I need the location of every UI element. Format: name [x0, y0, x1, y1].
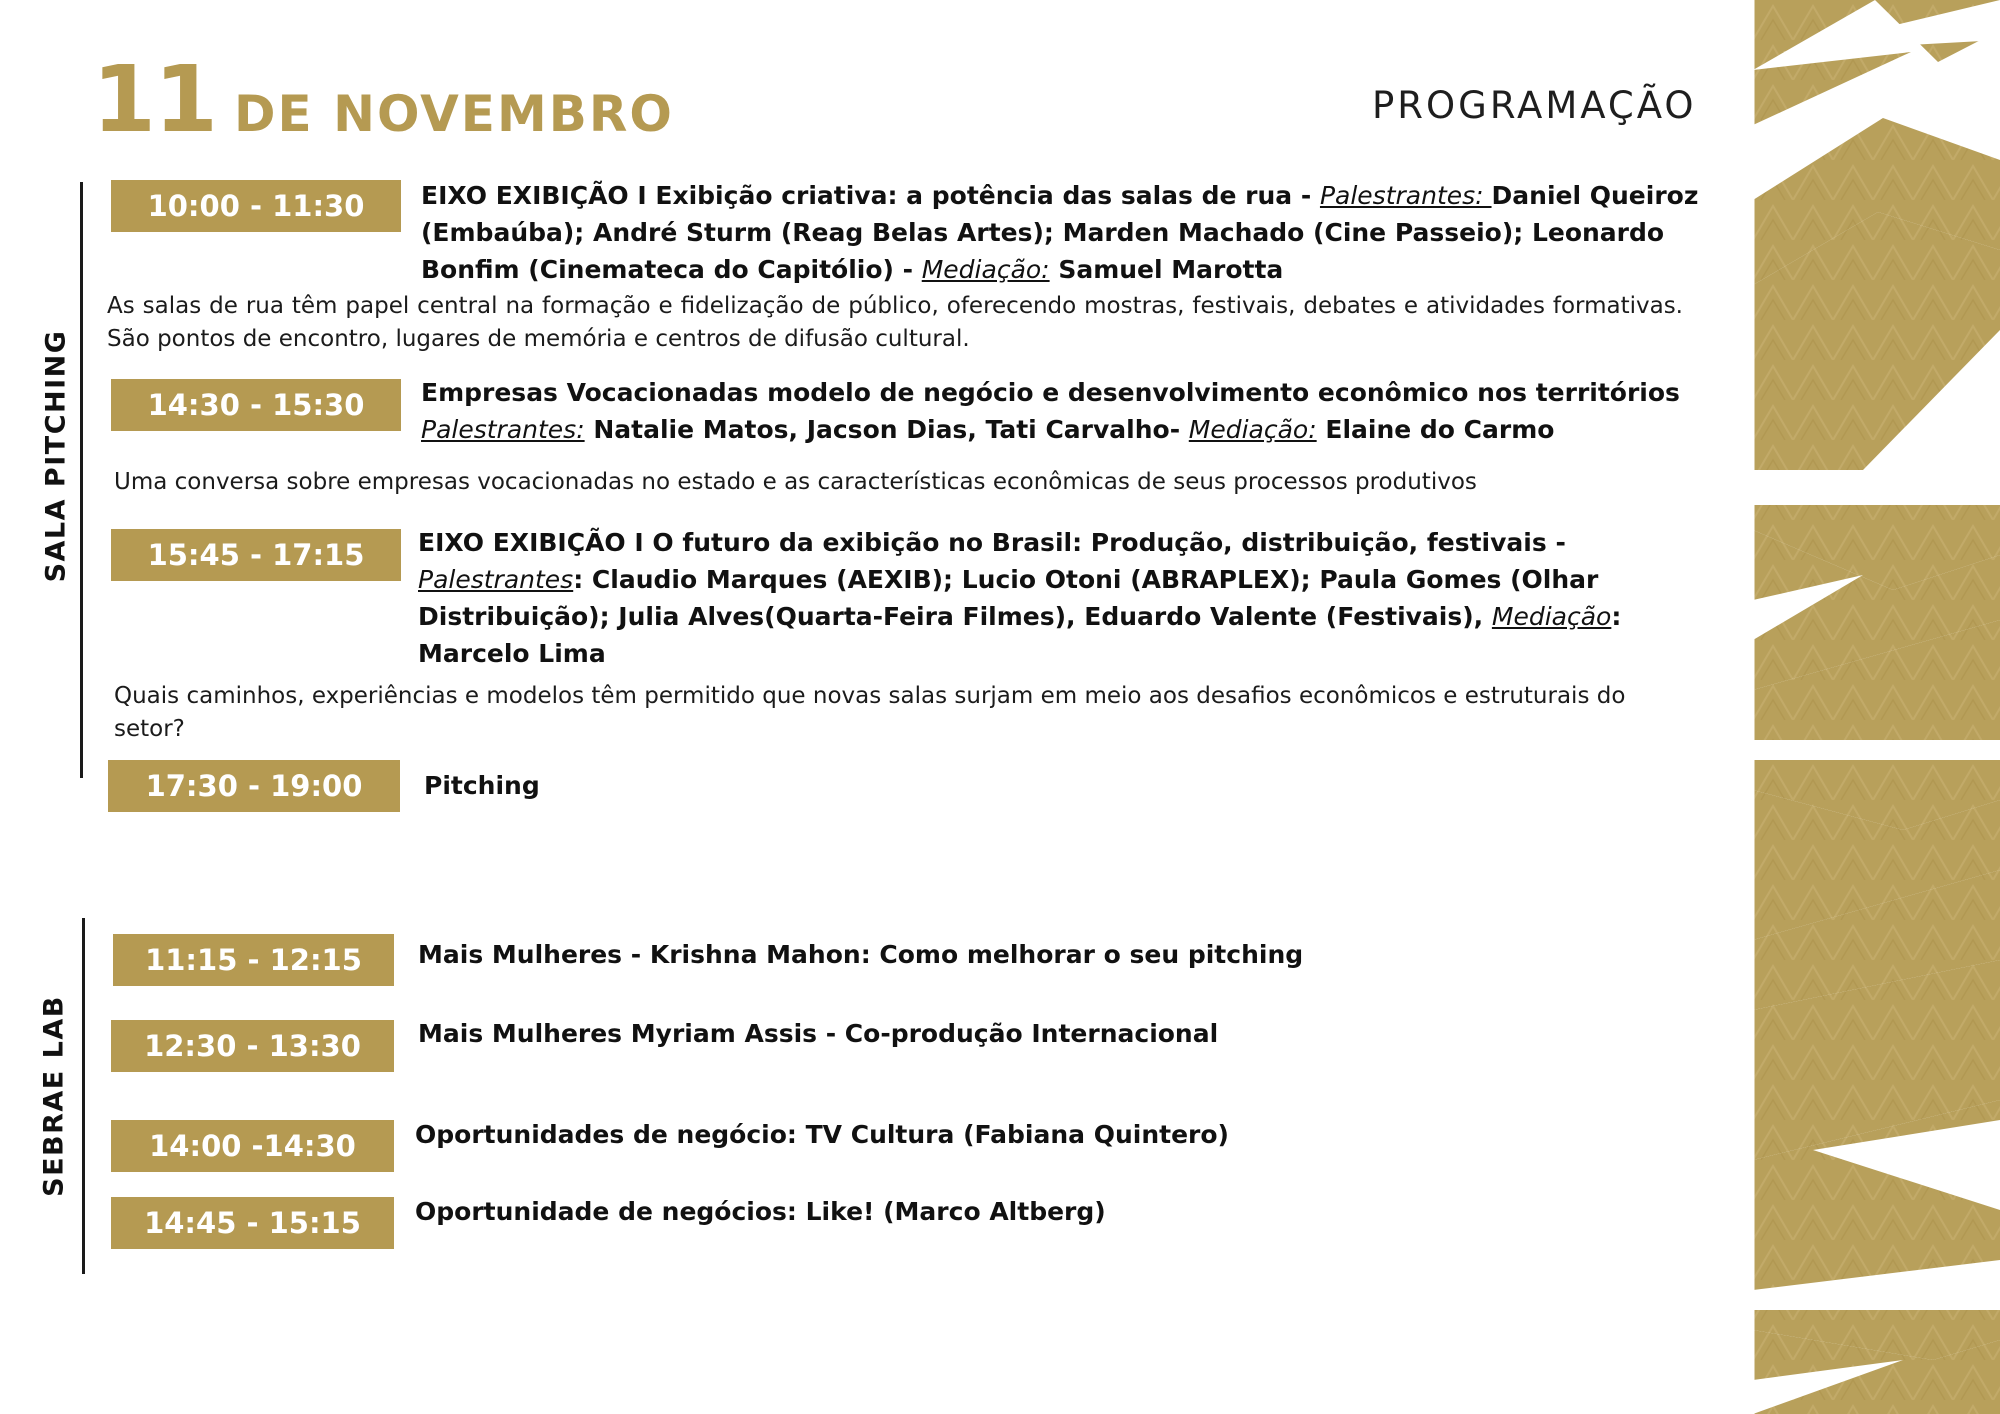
event-title — [424, 767, 1704, 804]
time-badge: 10:00 - 11:30 — [111, 180, 401, 232]
speaker-role-label: Palestrantes: — [421, 415, 585, 444]
speaker-role-label: Palestrantes — [418, 565, 574, 594]
event-title-line — [421, 177, 1701, 214]
event-description: As salas de rua têm papel central na formação e fidelização de público, oferecendo mostras, festivais, debates e atividades formativas. São pontos de encontro, lugares de memória e centros de difusão cultural. — [107, 293, 1683, 352]
event-title-line — [418, 1015, 1698, 1052]
event-title-text: Empresas Vocacionadas modelo de negócio e desenvolvimento econômico nos territórios — [421, 378, 1680, 407]
event-title-text: : Claudio Marques (AEXIB); Lucio Otoni (ABRAPLEX); Paula Gomes (Olhar — [573, 565, 1599, 594]
event-title-text: Samuel Marotta — [1049, 255, 1284, 284]
time-badge: 12:30 - 13:30 — [111, 1020, 394, 1072]
event-description: Uma conversa sobre empresas vocacionadas no estado e as características econômicas de seus processos produtivos — [114, 469, 1477, 495]
event-title-text: Mais Mulheres - Krishna Mahon: Como melhorar o seu pitching — [418, 940, 1304, 969]
event-title — [421, 177, 1701, 288]
event-title-text: EIXO EXIBIÇÃO I O futuro da exibição no Brasil: Produção, distribuição, festivais - — [418, 528, 1566, 557]
event-title-text: (Embaúba); André Sturm (Reag Belas Artes); Marden Machado (Cine Passeio); Leonardo — [421, 218, 1665, 247]
section-divider-sebrae — [82, 918, 85, 1274]
event-title-line — [415, 1193, 1695, 1230]
programacao-title: PROGRAMAÇÃO — [1372, 84, 1697, 127]
event-title-line — [421, 251, 1701, 288]
event-title-text: Mais Mulheres Myriam Assis - Co-produção Internacional — [418, 1019, 1219, 1048]
section-divider-pitching — [80, 182, 83, 778]
time-badge: 11:15 - 12:15 — [113, 934, 394, 986]
event-title-text: Oportunidade de negócios: Like! (Marco Altberg) — [415, 1197, 1106, 1226]
time-badge: 14:30 - 15:30 — [111, 379, 401, 431]
event-title-text: Daniel Queiroz — [1491, 181, 1699, 210]
event-title-line — [424, 767, 1704, 804]
event-title-line — [421, 374, 1701, 411]
month-label: DE NOVEMBRO — [234, 85, 674, 143]
event-title — [418, 524, 1698, 672]
day-number: 11 — [92, 46, 217, 153]
event-title-text: Oportunidades de negócio: TV Cultura (Fabiana Quintero) — [415, 1120, 1229, 1149]
time-badge: 14:00 -14:30 — [111, 1120, 394, 1172]
event-title-text: Bonfim (Cinemateca do Capitólio) - — [421, 255, 922, 284]
event-title-line — [421, 411, 1701, 448]
decorative-triangle-pattern — [1753, 0, 2000, 1414]
event-title-text: EIXO EXIBIÇÃO I Exibição criativa: a potência das salas de rua - — [421, 181, 1320, 210]
event-title-text: Elaine do Carmo — [1316, 415, 1555, 444]
event-title-line — [418, 561, 1698, 598]
event-description: Quais caminhos, experiências e modelos têm permitido que novas salas surjam em meio aos desafios econômicos e estruturais do setor? — [114, 683, 1626, 742]
event-title-line — [418, 524, 1698, 561]
event-title-text: Pitching — [424, 771, 540, 800]
section-label-sebrae-lab: SEBRAE LAB — [38, 995, 70, 1197]
event-title — [415, 1116, 1695, 1153]
speaker-role-label: Palestrantes: — [1319, 181, 1492, 210]
event-title — [415, 1193, 1695, 1230]
event-title-text: Marcelo Lima — [418, 639, 606, 668]
event-title-line — [415, 1116, 1695, 1153]
speaker-role-label: Mediação: — [921, 255, 1050, 284]
section-label-sala-pitching: SALA PITCHING — [40, 329, 72, 583]
event-title — [418, 936, 1698, 973]
event-title-line — [418, 936, 1698, 973]
event-title-line — [418, 598, 1698, 635]
speaker-role-label: Mediação — [1491, 602, 1612, 631]
time-badge: 14:45 - 15:15 — [111, 1197, 394, 1249]
event-title — [421, 374, 1701, 448]
event-title — [418, 1015, 1698, 1052]
date-heading — [92, 46, 674, 156]
time-badge: 15:45 - 17:15 — [111, 529, 401, 581]
event-title-line — [418, 635, 1698, 672]
event-title-text: Distribuição); Julia Alves(Quarta-Feira Filmes), Eduardo Valente (Festivais), — [418, 602, 1492, 631]
event-title-text: Natalie Matos, Jacson Dias, Tati Carvalho- — [584, 415, 1189, 444]
speaker-role-label: Mediação: — [1188, 415, 1317, 444]
event-title-line — [421, 214, 1701, 251]
time-badge: 17:30 - 19:00 — [108, 760, 400, 812]
event-title-text: : — [1611, 602, 1622, 631]
